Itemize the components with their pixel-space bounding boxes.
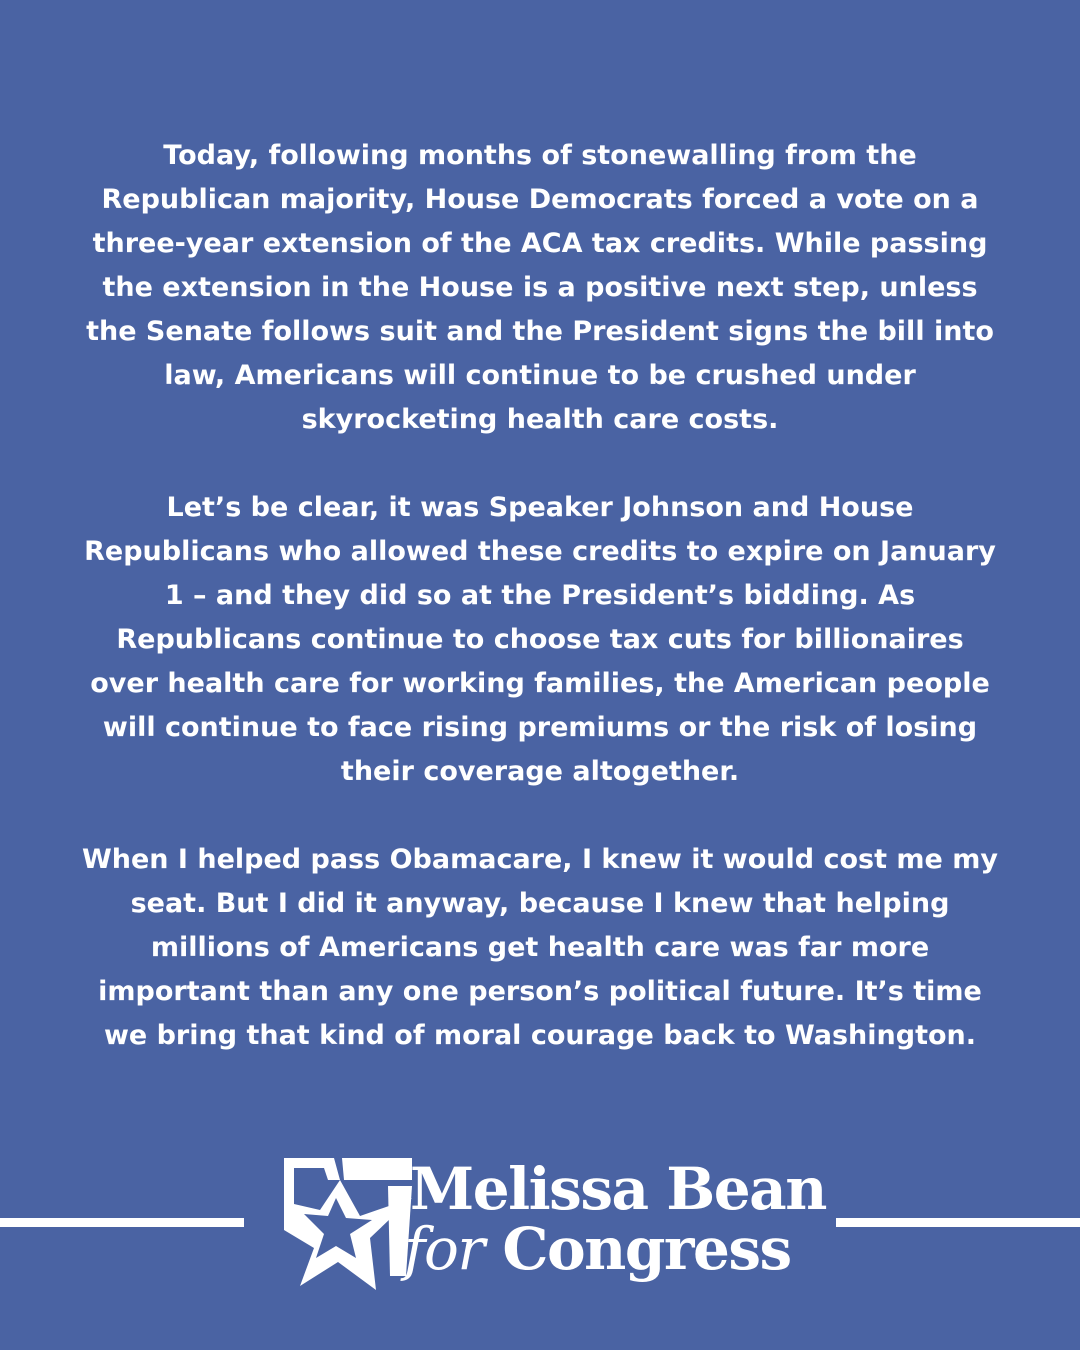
right-divider [836, 1218, 1080, 1227]
paragraph-3: When I helped pass Obamacare, I knew it would cost me my seat. But I did it anyway, because I knew that helping millions of Americans get health care was far more important than any one person’s political future. It’s time we bring that kind of moral courage back to Washington. [81, 844, 999, 1051]
logo-subtitle [404, 1216, 791, 1282]
left-divider [0, 1218, 244, 1227]
campaign-logo [284, 1155, 826, 1298]
logo-name: Melissa Bean [410, 1155, 826, 1223]
statement-text [80, 134, 1000, 1058]
paragraph-2: Let’s be clear, it was Speaker Johnson and House Republicans who allowed these credits to expire on January 1 – and they did so at the President’s bidding. As Republicans continue to choose tax cuts for billionaires over health care for working families, the American people will continue to face rising premiums or the risk of losing their coverage altogether. [84, 492, 996, 787]
logo-for: for [404, 1215, 484, 1283]
star-icon [284, 1158, 416, 1293]
logo-congress: Congress [483, 1215, 791, 1283]
paragraph-1: Today, following months of stonewalling from the Republican majority, House Democrats forced a vote on a three-year extension of the ACA tax credits. While passing the extension in the House is a positive next step, unless the Senate follows suit and the President signs the bill into law, Americans will continue to be crushed under skyrocketing health care costs. [86, 140, 994, 435]
